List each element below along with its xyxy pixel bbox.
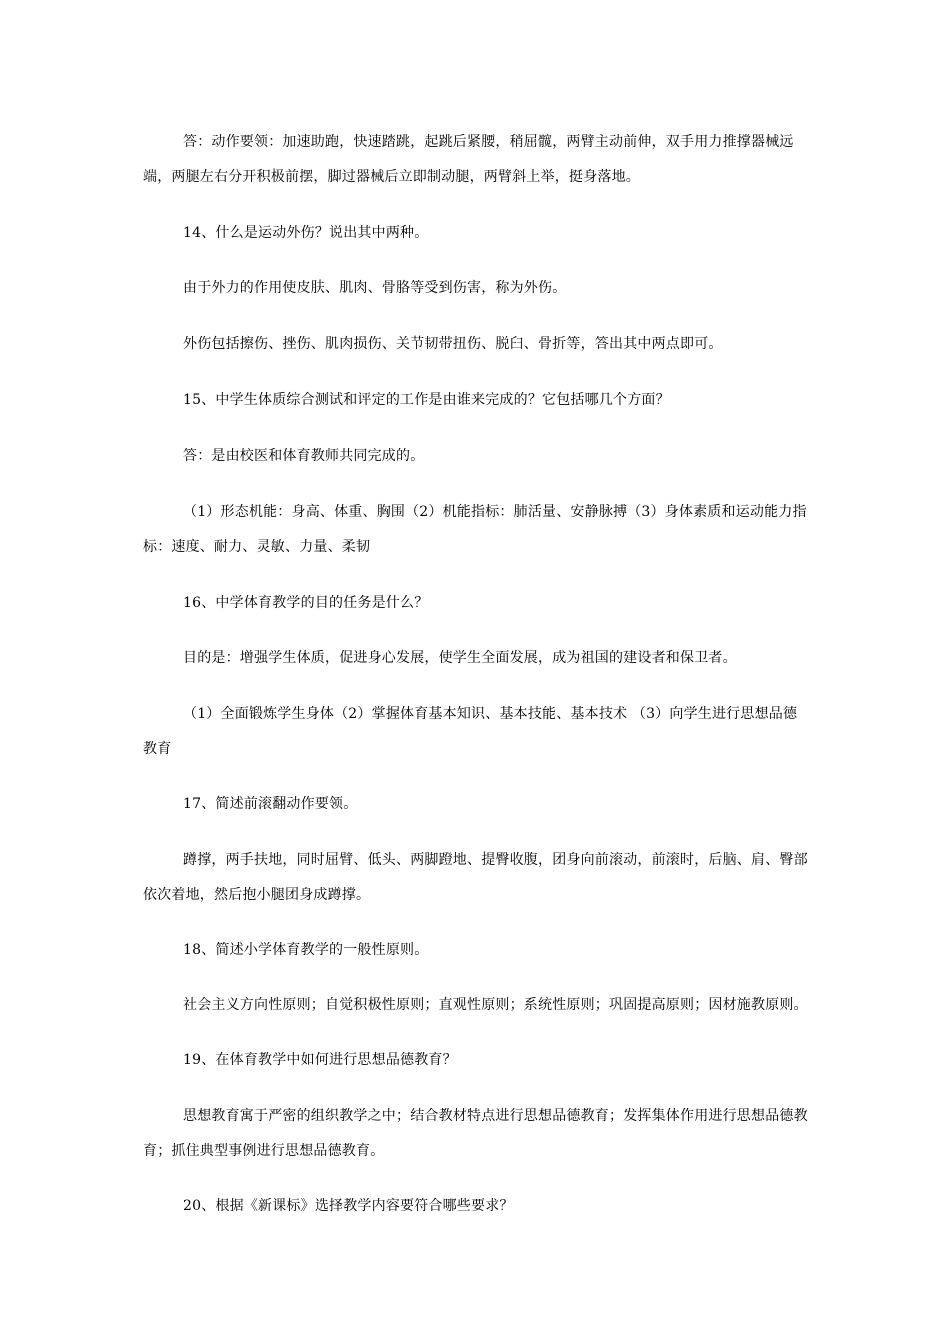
question-18: 18、简述小学体育教学的一般性原则。	[183, 942, 429, 958]
question-15: 15、中学生体质综合测试和评定的工作是由谁来完成的？它包括哪几个方面？	[183, 392, 670, 408]
question-17: 17、简述前滚翻动作要领。	[183, 796, 358, 812]
answer-14-types: 外伤包括擦伤、挫伤、肌肉损伤、关节韧带扭伤、脱臼、骨折等，答出其中两点即可。	[183, 336, 723, 352]
question-19: 19、在体育教学中如何进行思想品德教育？	[183, 1052, 457, 1068]
answer-16-purpose: 目的是：增强学生体质，促进身心发展，使学生全面发展，成为祖国的建设者和保卫者。	[183, 650, 737, 666]
question-20: 20、根据《新课标》选择教学内容要符合哪些要求？	[183, 1198, 514, 1214]
answer-13-text: 答：动作要领：加速助跑，快速踏跳，起跳后紧腰，稍屈髋，两臂主动前伸，双手用力推撑器械远端，两腿左右分开积极前摆，脚过器械后立即制动腿，两臂斜上举，挺身落地。	[143, 134, 794, 185]
answer-18-text: 社会主义方向性原则；自觉积极性原则；直观性原则；系统性原则；巩固提高原则；因材施教原则。	[183, 997, 808, 1013]
answer-14-definition: 由于外力的作用使皮肤、肌肉、骨胳等受到伤害，称为外伤。	[183, 280, 567, 296]
answer-19-text: 思想教育寓于严密的组织教学之中；结合教材特点进行思想品德教育；发挥集体作用进行思想品德教育；抓住典型事例进行思想品德教育。	[143, 1108, 808, 1159]
answer-15-aspects: （1）形态机能：身高、体重、胸围（2）机能指标：肺活量、安静脉搏（3）身体素质和运动能力指标：速度、耐力、灵敏、力量、柔韧	[143, 504, 807, 555]
answer-15-who: 答：是由校医和体育教师共同完成的。	[183, 448, 425, 464]
question-14: 14、什么是运动外伤？说出其中两种。	[183, 225, 429, 241]
answer-17-text: 蹲撑，两手扶地，同时屈臂、低头、两脚蹬地、提臀收腹，团身向前滚动，前滚时，后脑、肩、臀部依次着地，然后抱小腿团身成蹲撑。	[143, 852, 808, 903]
answer-16-tasks: （1）全面锻炼学生身体（2）掌握体育基本知识、基本技能、基本技术 （3）向学生进行思想品德教育	[143, 706, 798, 757]
question-16: 16、中学体育教学的目的任务是什么？	[183, 595, 429, 611]
